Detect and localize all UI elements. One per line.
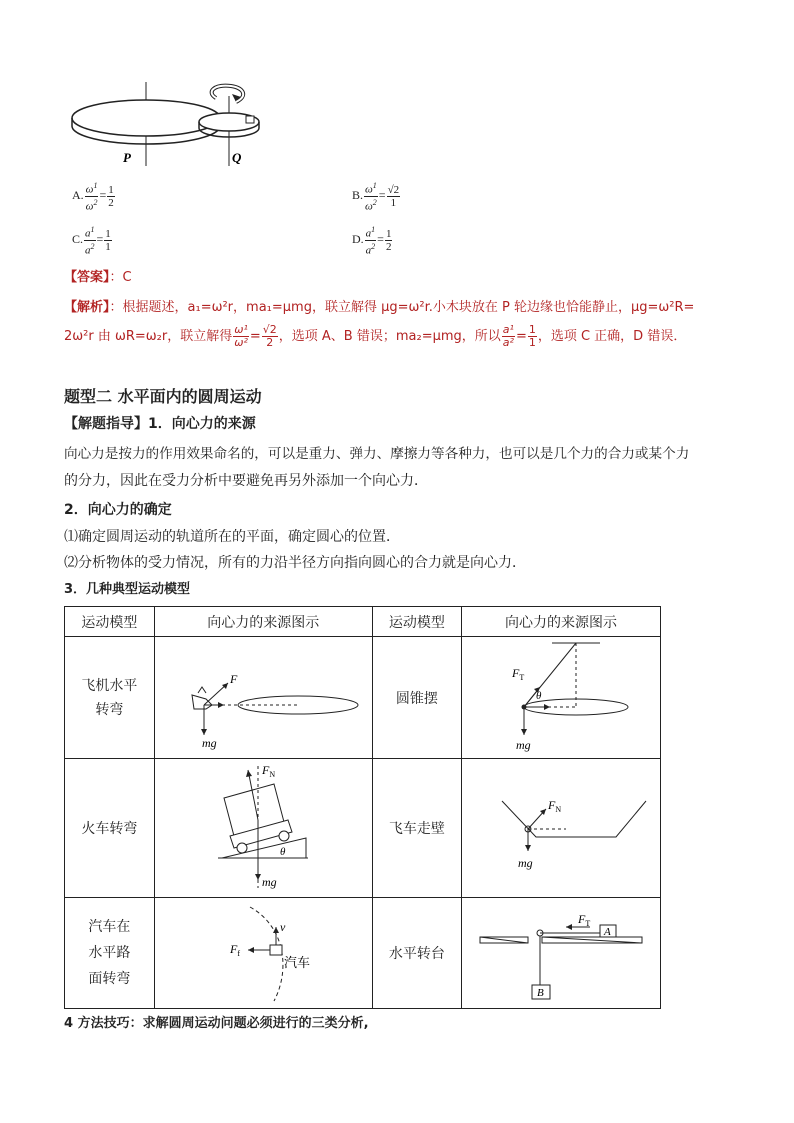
model-name: 水平转台 bbox=[372, 898, 461, 1009]
label-theta: θ bbox=[280, 846, 286, 858]
table-row bbox=[65, 898, 661, 1009]
diagram-cell bbox=[462, 759, 661, 898]
analysis-line1: 【解析】：根据题述，a₁=ω²r，ma₁=μmg，联立解得 μg=ω²r.小木块放在 P 轮边缘也恰能静止，μg=ω²R= bbox=[64, 300, 695, 315]
diagram-cell bbox=[462, 637, 661, 759]
model-name: 火车转弯 bbox=[65, 759, 155, 898]
label-Ff: $F_f$ bbox=[230, 942, 241, 958]
answer-label: 【答案】 bbox=[64, 270, 110, 285]
para1-line1: 向心力是按力的作用效果命名的，可以是重力、弹力、摩擦力等各种力，也可以是几个力的合力或某个力 bbox=[64, 446, 690, 462]
label-mg: mg bbox=[518, 856, 533, 870]
label-q: Q bbox=[232, 150, 242, 165]
car-turn-diagram bbox=[158, 901, 368, 1005]
label-car: 汽车 bbox=[284, 955, 311, 970]
diagram-cell bbox=[154, 637, 372, 759]
model-name: 汽车在水平路面转弯 bbox=[65, 898, 155, 1009]
model-name: 圆锥摆 bbox=[372, 637, 461, 759]
header-cell: 运动模型 bbox=[372, 607, 461, 637]
label-FN: $F_N$ bbox=[548, 798, 562, 814]
header-cell: 向心力的来源图示 bbox=[154, 607, 372, 637]
label-B: B bbox=[537, 987, 544, 999]
label-v: v bbox=[280, 920, 286, 934]
item2-line1: ⑴确定圆周运动的轨道所在的平面，确定圆心的位置． bbox=[64, 529, 400, 545]
diagram-cell bbox=[154, 898, 372, 1009]
label-A: A bbox=[604, 926, 611, 938]
train-turn-diagram bbox=[158, 762, 368, 894]
label-mg: mg bbox=[262, 875, 277, 889]
item3-heading: 3．几种典型运动模型 bbox=[64, 582, 191, 597]
label-theta: θ bbox=[536, 689, 542, 702]
analysis-line2: 2ω²r 由 ωR=ω₂r，联立解得 $\frac{\text{ω¹}}{\text{ω²}}$ = $\frac{√2}{2}$ ，选项 A、B 错误；ma₂=μmg，所以 $\frac{\text{a¹}}{\text{a²}}$ = $\frac{1}{1}$ ，选项 C 正确，D 错误． bbox=[64, 323, 687, 349]
label-FT: $F_T$ bbox=[578, 912, 591, 928]
label-F: F bbox=[230, 671, 238, 686]
label-mg: mg bbox=[202, 735, 217, 750]
answer-value: ：C bbox=[109, 270, 132, 285]
wall-of-death-diagram bbox=[466, 773, 656, 883]
label-FN: $F_N$ bbox=[262, 763, 276, 779]
turntable-diagram bbox=[466, 905, 656, 1001]
label-mg: mg bbox=[516, 737, 531, 752]
guide-heading: 【解题指导】1．向心力的来源 bbox=[64, 416, 256, 432]
model-name: 飞车走壁 bbox=[372, 759, 461, 898]
table-row bbox=[65, 637, 661, 759]
conical-pendulum-diagram bbox=[466, 639, 656, 757]
motion-models-table bbox=[64, 606, 661, 1009]
option-b: B. $\frac{\omega^1}{\omega^2}$ = $\frac{√2}{1}$ bbox=[352, 181, 400, 213]
table-row bbox=[65, 759, 661, 898]
item2-heading: 2．向心力的确定 bbox=[64, 502, 172, 518]
table-header-row bbox=[65, 607, 661, 637]
item2-line2: ⑵分析物体的受力情况，所有的力沿半径方向指向圆心的合力就是向心力． bbox=[64, 555, 526, 571]
discs-figure bbox=[66, 76, 266, 176]
item4-heading: 4 方法技巧：求解圆周运动问题必须进行的三类分析, bbox=[64, 1016, 369, 1031]
diagram-cell bbox=[462, 898, 661, 1009]
airplane-diagram bbox=[158, 643, 368, 753]
option-a: A. $\frac{\omega^1}{\omega^2}$ = $\frac{1}{2}$ bbox=[72, 181, 114, 213]
section-title: 题型二 水平面内的圆周运动 bbox=[64, 387, 262, 406]
header-cell: 运动模型 bbox=[65, 607, 155, 637]
option-c: C. $\frac{a^1}{a^2}$ = $\frac{1}{1}$ bbox=[72, 225, 111, 257]
model-name: 飞机水平转弯 bbox=[65, 637, 155, 759]
analysis-label: 【解析】 bbox=[64, 300, 110, 315]
answer-line bbox=[64, 266, 132, 285]
option-d: D. $\frac{a^1}{a^2}$ = $\frac{1}{2}$ bbox=[352, 225, 392, 257]
para1-line2: 的分力，因此在受力分析中要避免再另外添加一个向心力． bbox=[64, 473, 428, 489]
label-p: P bbox=[123, 150, 131, 165]
diagram-cell bbox=[154, 759, 372, 898]
header-cell: 向心力的来源图示 bbox=[462, 607, 661, 637]
label-FT: $F_T$ bbox=[512, 665, 525, 682]
